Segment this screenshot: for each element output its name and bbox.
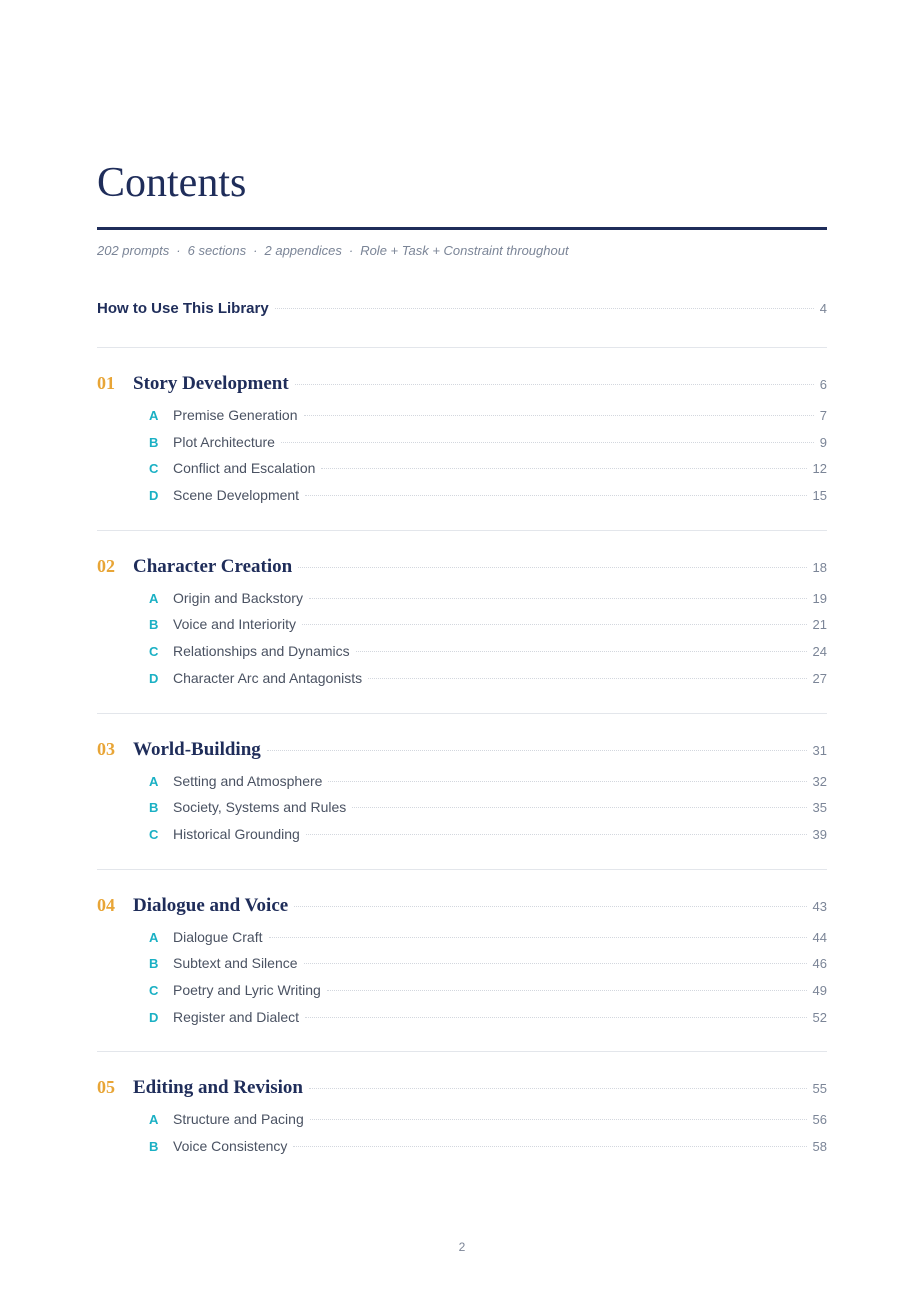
subsection-title: Origin and Backstory: [173, 589, 303, 606]
toc-sections: [97, 347, 827, 1181]
dot-leader: [328, 781, 806, 782]
subsection-letter: B: [149, 434, 159, 450]
subsection-letter: D: [149, 1009, 159, 1025]
subsection-page-number: 19: [812, 590, 827, 606]
subsection-letter: C: [149, 461, 159, 477]
toc-entry-subsection[interactable]: [97, 826, 827, 853]
subsection-page-number: 49: [812, 982, 827, 998]
subsection-title: Premise Generation: [173, 407, 298, 423]
section-title: World-Building: [133, 738, 261, 760]
summary-method: Role + Task + Constraint throughout: [360, 243, 569, 258]
toc-entry-subsection[interactable]: [97, 434, 827, 461]
subsection-title: Voice and Interiority: [173, 616, 296, 633]
subsection-letter: D: [149, 670, 159, 686]
toc-section: [97, 870, 827, 1052]
toc-entry-section[interactable]: [97, 895, 827, 929]
dot-leader: [298, 567, 806, 568]
subsection-title: Poetry and Lyric Writing: [173, 981, 321, 998]
toc-section: [97, 714, 827, 869]
subsection-page-number: 21: [812, 617, 827, 633]
section-number: 05: [97, 1077, 115, 1098]
toc-entry-subsection[interactable]: [97, 616, 827, 643]
dot-leader: [310, 1119, 807, 1120]
toc-entry-subsection[interactable]: [97, 590, 827, 617]
dot-leader: [327, 990, 807, 991]
section-page-number: 55: [812, 1081, 827, 1097]
dot-leader: [309, 598, 807, 599]
dot-leader: [304, 415, 814, 416]
title-rule: [97, 227, 827, 230]
intro-page-number: 4: [819, 301, 827, 316]
dot-leader: [305, 1017, 806, 1018]
subsection-letter: A: [149, 590, 159, 606]
subsection-page-number: 35: [812, 800, 827, 816]
summary-separator: ·: [253, 243, 258, 258]
dot-leader: [304, 963, 807, 964]
subsection-letter: B: [149, 956, 159, 972]
dot-leader: [302, 624, 807, 625]
toc-entry-subsection[interactable]: [97, 487, 827, 514]
toc-entry-section[interactable]: [97, 373, 827, 407]
section-title: Dialogue and Voice: [133, 894, 289, 916]
page-title: Contents: [97, 160, 247, 206]
subsection-title: Setting and Atmosphere: [173, 772, 323, 789]
summary-line: [97, 243, 569, 258]
dot-leader: [305, 495, 806, 496]
section-title: Editing and Revision: [133, 1077, 303, 1099]
dot-leader: [294, 906, 806, 907]
toc-entry-subsection[interactable]: [97, 955, 827, 982]
section-page-number: 6: [819, 377, 827, 392]
subsection-letter: D: [149, 488, 159, 504]
subsection-page-number: 12: [812, 461, 827, 477]
section-number: 01: [97, 373, 115, 393]
dot-leader: [306, 834, 807, 835]
subsection-letter: A: [149, 1112, 159, 1128]
dot-leader: [309, 1088, 807, 1089]
subsection-title: Relationships and Dynamics: [173, 643, 350, 660]
subsection-title: Voice Consistency: [173, 1138, 288, 1154]
table-of-contents: [97, 300, 827, 1181]
dot-leader: [352, 807, 806, 808]
summary-appendices: 2 appendices: [264, 243, 342, 258]
summary-separator: ·: [348, 243, 354, 258]
subsection-page-number: 44: [812, 929, 827, 945]
subsection-letter: A: [149, 773, 159, 789]
subsection-page-number: 46: [812, 956, 827, 972]
subsection-page-number: 32: [812, 773, 827, 789]
summary-sections: 6 sections: [187, 243, 247, 258]
toc-entry-subsection[interactable]: [97, 982, 827, 1009]
section-title: Character Creation: [133, 555, 293, 577]
subsection-page-number: 52: [812, 1009, 827, 1025]
toc-entry-section[interactable]: [97, 1077, 827, 1111]
subsection-page-number: 58: [812, 1139, 827, 1154]
summary-separator: ·: [176, 243, 181, 258]
subsection-title: Character Arc and Antagonists: [173, 669, 363, 686]
section-page-number: 43: [812, 898, 827, 914]
toc-section: [97, 1052, 827, 1180]
toc-entry-section[interactable]: [97, 556, 827, 590]
toc-entry-subsection[interactable]: [97, 643, 827, 670]
subsection-letter: B: [149, 800, 159, 816]
intro-label: How to Use This Library: [97, 300, 269, 317]
subsection-page-number: 24: [812, 644, 827, 660]
subsection-page-number: 27: [812, 670, 827, 686]
subsection-page-number: 15: [812, 488, 827, 504]
toc-entry-subsection[interactable]: [97, 799, 827, 826]
dot-leader: [281, 442, 814, 443]
subsection-letter: B: [149, 1139, 159, 1154]
subsection-title: Conflict and Escalation: [173, 460, 316, 477]
toc-entry-subsection[interactable]: [97, 460, 827, 487]
toc-entry-section[interactable]: [97, 739, 827, 773]
toc-entry-subsection[interactable]: [97, 407, 827, 434]
subsection-title: Society, Systems and Rules: [173, 799, 347, 816]
dot-leader: [321, 468, 806, 469]
section-page-number: 18: [812, 559, 827, 575]
toc-entry-subsection[interactable]: [97, 670, 827, 697]
summary-prompts: 202 prompts: [97, 243, 170, 258]
section-page-number: 31: [812, 742, 827, 758]
subsection-letter: C: [149, 644, 159, 660]
subsection-title: Subtext and Silence: [173, 955, 298, 972]
toc-entry-subsection[interactable]: [97, 1009, 827, 1036]
subsection-page-number: 9: [819, 434, 827, 450]
section-number: 02: [97, 555, 115, 576]
subsection-page-number: 7: [819, 408, 827, 423]
subsection-title: Plot Architecture: [173, 433, 275, 450]
dot-leader: [275, 308, 814, 309]
dot-leader: [267, 750, 807, 751]
subsection-title: Register and Dialect: [173, 1008, 300, 1025]
dot-leader: [356, 651, 807, 652]
subsection-page-number: 56: [812, 1112, 827, 1128]
subsection-letter: A: [149, 408, 159, 423]
toc-entry-subsection[interactable]: [97, 1138, 827, 1165]
toc-entry-subsection[interactable]: [97, 929, 827, 956]
dot-leader: [368, 678, 806, 679]
toc-section: [97, 348, 827, 530]
subsection-letter: C: [149, 826, 159, 842]
toc-section: [97, 531, 827, 713]
toc-entry-subsection[interactable]: [97, 1111, 827, 1138]
subsection-title: Structure and Pacing: [173, 1111, 304, 1128]
subsection-letter: A: [149, 929, 159, 945]
subsection-letter: C: [149, 982, 159, 998]
toc-entry-subsection[interactable]: [97, 773, 827, 800]
section-title: Story Development: [133, 373, 289, 394]
footer-page-number: 2: [458, 1240, 466, 1254]
subsection-title: Historical Grounding: [173, 825, 300, 842]
subsection-page-number: 39: [812, 826, 827, 842]
subsection-letter: B: [149, 617, 159, 633]
section-number: 04: [97, 894, 115, 915]
subsection-title: Dialogue Craft: [173, 928, 263, 945]
toc-entry-intro[interactable]: [97, 300, 827, 326]
subsection-title: Scene Development: [173, 487, 300, 504]
dot-leader: [293, 1146, 806, 1147]
dot-leader: [269, 937, 807, 938]
section-number: 03: [97, 738, 115, 759]
dot-leader: [295, 384, 814, 385]
